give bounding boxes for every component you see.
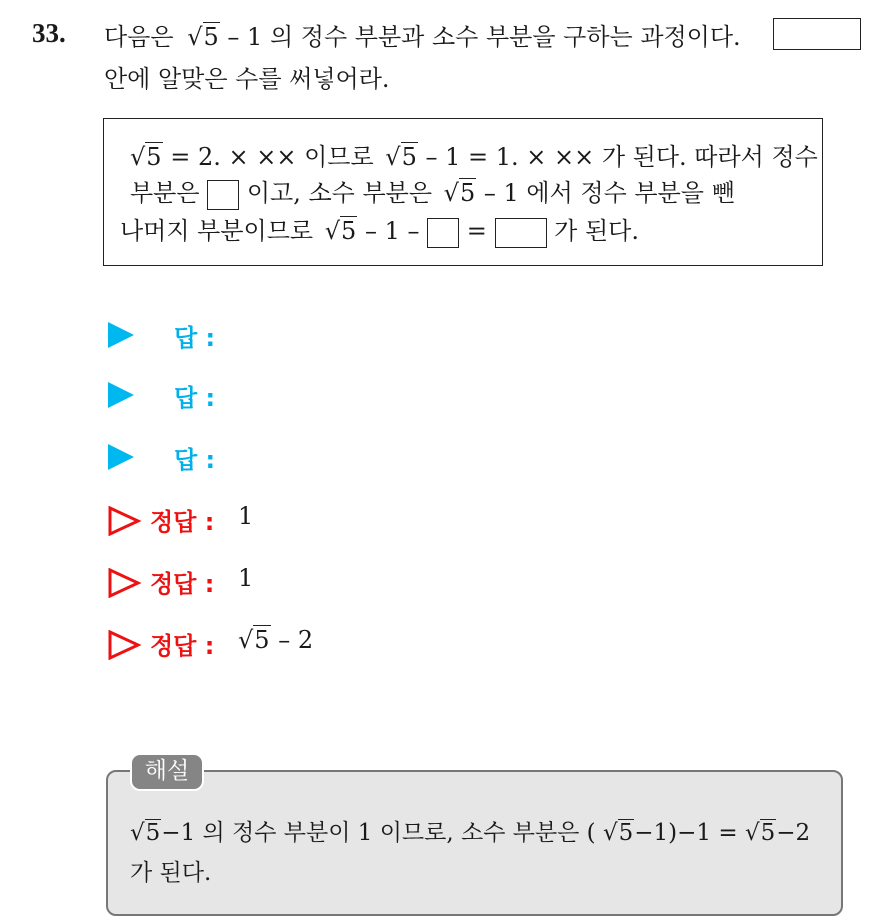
explanation-text: −1 의 정수 부분이 1 이므로, 소수 부분은 ( (161, 820, 596, 846)
explanation-line-1 (130, 814, 810, 847)
question-expr-tail: – 1 (227, 23, 263, 51)
process-text: 나머지 부분이므로 (120, 217, 314, 245)
sqrt-expression: √5 (443, 179, 476, 207)
solution-label: 정답 : (150, 632, 215, 660)
process-line-2 (130, 176, 735, 210)
question-intro: 다음은 (104, 23, 174, 51)
process-text: – 1 = 1. × ×× 가 된다. 따라서 정수 (425, 143, 818, 171)
process-text: 부분은 (130, 179, 200, 207)
sqrt-expression: √5 (385, 143, 417, 171)
blank-box (495, 218, 547, 248)
explanation-line-2: 가 된다. (130, 860, 212, 886)
answer-label: 답 : (174, 384, 216, 412)
process-text: 이고, 소수 부분은 (246, 179, 433, 207)
answer-label: 답 : (174, 324, 216, 352)
explanation-box (106, 770, 843, 916)
solution-row (108, 626, 468, 666)
question-line-2: 안에 알맞은 수를 써넣어라. (104, 65, 390, 93)
process-text: – 1 에서 정수 부분을 뺀 (483, 179, 735, 207)
answer-row (108, 316, 308, 356)
answer-label: 답 : (174, 446, 216, 474)
solution-row (108, 502, 408, 542)
equals-sign: = (466, 217, 487, 245)
blank-box (773, 18, 861, 50)
sqrt-expression: √5 (324, 217, 357, 245)
outline-triangle-icon (108, 506, 142, 536)
question-text: 의 정수 부분과 소수 부분을 구하는 과정이다. (269, 23, 741, 51)
blank-box (427, 218, 459, 248)
sqrt-expression: √5 (130, 143, 162, 171)
explanation-tag: 해설 (130, 753, 204, 791)
explanation-text: −1)−1 = (634, 820, 738, 846)
solution-value: 1 (238, 564, 254, 592)
process-text: = 2. × ×× 이므로 (170, 143, 374, 171)
solution-label: 정답 : (150, 570, 215, 598)
solution-value: 1 (238, 502, 254, 530)
explanation-text: −2 (776, 820, 811, 846)
play-triangle-icon (108, 444, 134, 470)
solution-value (238, 626, 313, 654)
process-text: – 1 – (364, 217, 420, 245)
sqrt-expression: √5 (602, 820, 634, 846)
blank-box (207, 180, 239, 210)
outline-triangle-icon (108, 568, 142, 598)
play-triangle-icon (108, 382, 134, 408)
sqrt-expression: √5 (744, 820, 776, 846)
solution-row (108, 564, 408, 604)
sqrt-expression: √5 (187, 23, 219, 51)
answer-row (108, 438, 308, 478)
solution-label: 정답 : (150, 508, 215, 536)
outline-triangle-icon (108, 630, 142, 660)
solution-value-tail: – 2 (278, 626, 314, 654)
sqrt-expression: √5 (130, 820, 161, 846)
process-text: 가 된다. (554, 217, 639, 245)
sqrt-expression: √5 (238, 626, 270, 654)
question-line-1 (104, 20, 741, 54)
play-triangle-icon (108, 322, 134, 348)
process-line-3 (120, 214, 639, 248)
answer-row (108, 376, 308, 416)
process-line-1 (130, 140, 818, 174)
question-number: 33. (32, 18, 66, 48)
